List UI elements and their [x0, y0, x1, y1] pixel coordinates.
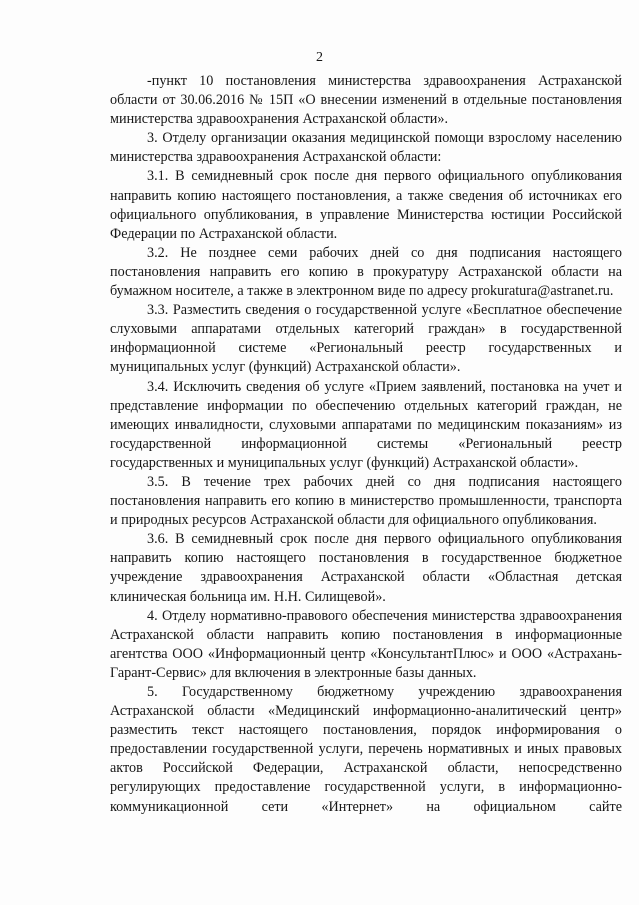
paragraph-5: 5. Государственному бюджетному учреждению здравоохранения Астраханской области «Медицинский информационно-аналитический центр» разместить текст настоящего постановления, порядок информирования о предоставлении государственной услуги, перечень нормативных и иных правовых актов Российской Федерации, Астраханской области, непосредственно регулирующих предоставление государственной услуги, в информационно-коммуникационной сети «Интернет» на официальном сайте: [110, 684, 622, 815]
paragraph-3: 3. Отделу организации оказания медицинской помощи взрослому населению министерства здравоохранения Астраханской области:: [110, 130, 622, 166]
paragraph-4: 4. Отделу нормативно-правового обеспечения министерства здравоохранения Астраханской области направить копию постановления в информационные агентства ООО «Информационный центр «КонсультантПлюс» и ООО «Астрахань-Гарант-Сервис» для включения в электронные базы данных.: [110, 607, 622, 681]
paragraph-3-5: 3.5. В течение трех рабочих дней со дня подписания настоящего постановления направить его копию в министерство промышленности, транспорта и природных ресурсов Астраханской области для официального опубликования.: [110, 473, 622, 529]
paragraph-3-6: 3.6. В семидневный срок после дня первого официального опубликования направить копию настоящего постановления в государственное бюджетное учреждение здравоохранения Астраханской области «Областная детская клиническая больница им. Н.Н. Силищевой».: [110, 531, 622, 605]
paragraph-3-2: 3.2. Не позднее семи рабочих дней со дня подписания настоящего постановления направить его копию в прокуратуру Астраханской области на бумажном носителе, а также в электронном виде по адресу prokuratura@astranet.ru.: [110, 244, 622, 300]
document-body: [110, 72, 622, 817]
page-number: 2: [316, 50, 323, 65]
paragraph-3-3: 3.3. Разместить сведения о государственной услуге «Бесплатное обеспечение слуховыми аппаратами отдельных категорий граждан» в государственной информационной системе «Региональный реестр государственных и муниципальных услуг (функций) Астраханской области».: [110, 302, 622, 376]
paragraph-3-4: 3.4. Исключить сведения об услуге «Прием заявлений, постановка на учет и представление информации по обеспечению отдельных категорий граждан, не имеющих инвалидности, слуховыми аппаратами по медицинским показаниям» из государственной информационной системы «Региональный реестр государственных и муниципальных услуг (функций) Астраханской области».: [110, 378, 622, 471]
paragraph-3-1: 3.1. В семидневный срок после дня первого официального опубликования направить копию настоящего постановления, а также сведения об источниках его официального опубликования, в управление Министерства юстиции Российской Федерации по Астраханской области.: [110, 168, 622, 242]
paragraph-item-10-reference: -пункт 10 постановления министерства здравоохранения Астраханской области от 30.06.2016 № 15П «О внесении изменений в отдельные постановления министерства здравоохранения Астраханской области».: [110, 73, 622, 128]
